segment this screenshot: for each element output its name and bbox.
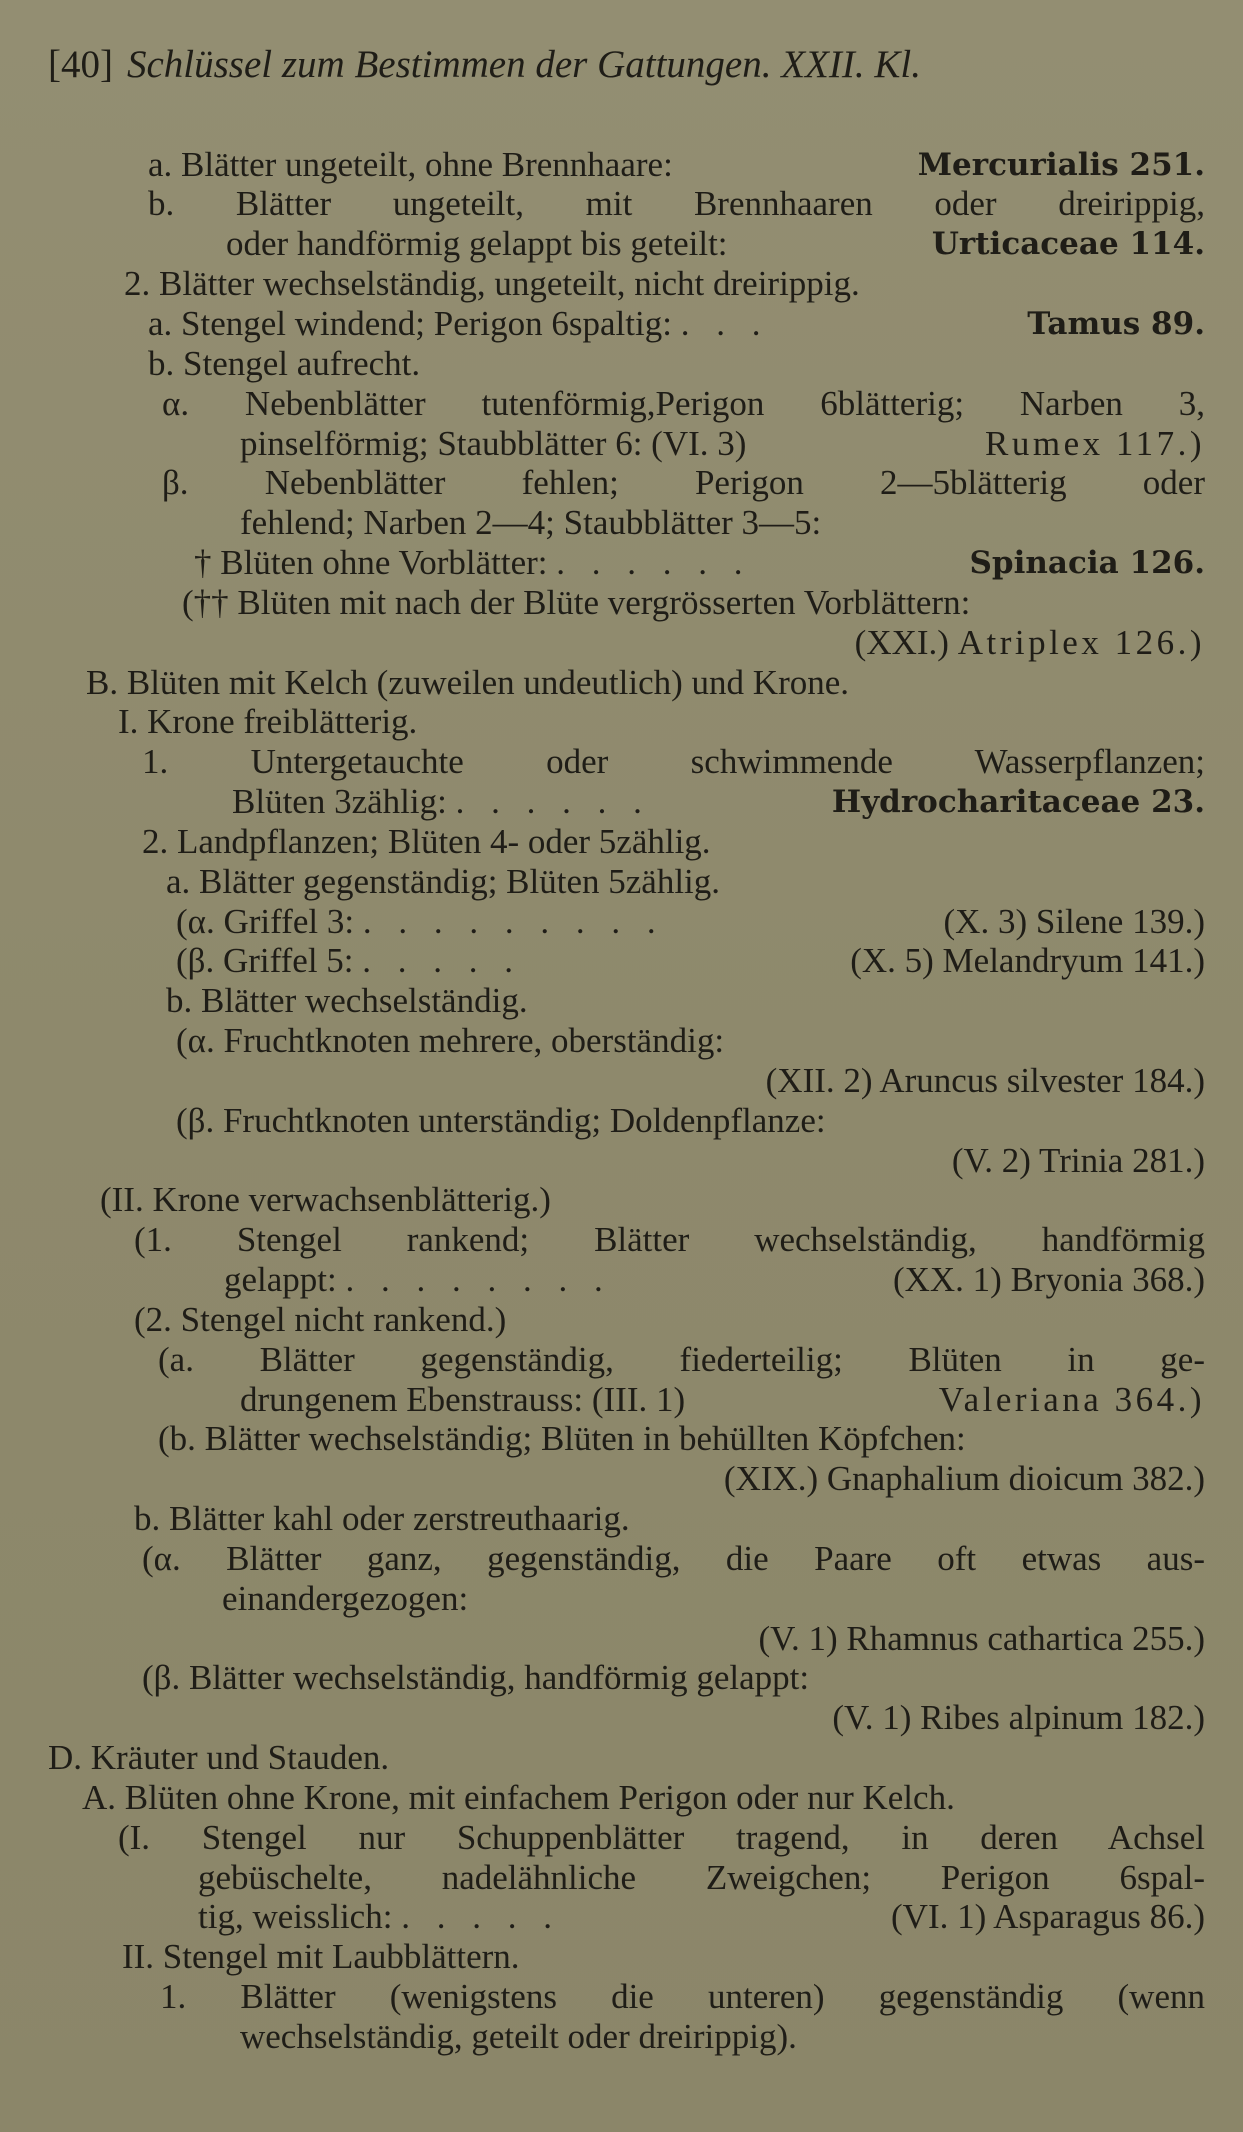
- key-line: einandergezogen:: [222, 1579, 469, 1618]
- key-line: pinselförmig; Staubblätter 6: (VI. 3) Rumex 117.): [240, 424, 1205, 463]
- key-line: [0, 1141, 1243, 1181]
- key-line: [0, 1061, 1243, 1101]
- genus-reference: Urticaceae 114.: [931, 226, 1205, 262]
- key-line: 2. Blätter wechselständig, ungeteilt, nicht dreirippig.: [124, 264, 860, 303]
- key-line: (α. Blätter ganz, gegenständig, die Paare oft etwas aus-: [142, 1539, 1205, 1578]
- genus-reference: Spinacia 126.: [969, 545, 1205, 581]
- genus-reference: (XIX.) Gnaphalium dioicum 382.): [723, 1459, 1205, 1498]
- key-line: (α. Griffel 3: . . . . . . . . . (X. 3) Silene 139.): [176, 902, 1205, 941]
- key-line: [0, 1698, 1243, 1738]
- key-line: oder handförmig gelappt bis geteilt: Urticaceae 114.: [226, 224, 1205, 263]
- genus-reference: Hydrocharitaceae 23.: [831, 784, 1205, 820]
- key-line: a. Blätter ungeteilt, ohne Brennhaare: Mercurialis 251.: [148, 145, 1205, 184]
- genus-reference: Tamus 89.: [1027, 306, 1205, 342]
- key-line: (α. Fruchtknoten mehrere, oberständig:: [176, 1021, 725, 1060]
- key-line: b. Blätter wechselständig.: [166, 981, 528, 1020]
- genus-reference: Mercurialis 251.: [917, 147, 1205, 183]
- key-line: (1. Stengel rankend; Blätter wechselständig, handförmig: [134, 1220, 1205, 1259]
- key-line: wechselständig, geteilt oder dreirippig).: [240, 2017, 797, 2056]
- key-line: (β. Blätter wechselständig, handförmig gelappt:: [142, 1658, 810, 1697]
- key-line: a. Blätter gegenständig; Blüten 5zählig.: [166, 862, 721, 901]
- key-line: I. Krone freiblätterig.: [118, 702, 418, 741]
- genus-reference: Atriplex 126.): [957, 623, 1205, 662]
- key-line: A. Blüten ohne Krone, mit einfachem Perigon oder nur Kelch.: [82, 1778, 955, 1817]
- key-line: (II. Krone verwachsenblätterig.): [100, 1180, 551, 1219]
- key-line: (†† Blüten mit nach der Blüte vergrösserten Vorblättern:: [182, 583, 971, 622]
- genus-reference: Valeriana 364.): [938, 1380, 1205, 1419]
- genus-reference: (X. 3) Silene 139.): [943, 902, 1205, 941]
- key-line: II. Stengel mit Laubblättern.: [122, 1937, 520, 1976]
- genus-reference: (X. 5) Melandryum 141.): [850, 941, 1205, 980]
- key-line: B. Blüten mit Kelch (zuweilen undeutlich) und Krone.: [86, 663, 850, 702]
- key-line: Blüten 3zählig: . . . . . . Hydrocharitaceae 23.: [232, 782, 1205, 821]
- genus-reference: (XX. 1) Bryonia 368.): [892, 1260, 1205, 1299]
- key-line: (b. Blätter wechselständig; Blüten in behüllten Köpfchen:: [158, 1419, 966, 1458]
- key-line: b. Stengel aufrecht.: [148, 344, 421, 383]
- genus-reference: (VI. 1) Asparagus 86.): [891, 1897, 1205, 1936]
- key-line: D. Kräuter und Stauden.: [48, 1738, 390, 1777]
- key-line: gelappt: . . . . . . . . (XX. 1) Bryonia 368.): [224, 1260, 1205, 1299]
- genus-reference: (V. 1) Ribes alpinum 182.): [832, 1698, 1205, 1737]
- genus-reference: (XII. 2) Aruncus silvester 184.): [765, 1061, 1205, 1100]
- key-line: tig, weisslich: . . . . . (VI. 1) Asparagus 86.): [198, 1897, 1205, 1936]
- key-line: fehlend; Narben 2—4; Staubblätter 3—5:: [240, 503, 822, 542]
- key-line: b. Blätter kahl oder zerstreuthaarig.: [134, 1499, 630, 1538]
- key-line: 1. Untergetauchte oder schwimmende Wasserpflanzen;: [142, 742, 1205, 781]
- key-line: (a. Blätter gegenständig, fiederteilig; Blüten in ge-: [158, 1340, 1205, 1379]
- key-line: β. Nebenblätter fehlen; Perigon 2—5blätterig oder: [162, 463, 1205, 502]
- key-line: 2. Landpflanzen; Blüten 4- oder 5zählig.: [142, 822, 711, 861]
- key-line: [0, 1459, 1243, 1499]
- header-title: Schlüssel zum Bestimmen der Gattungen. XXII. Kl.: [126, 43, 921, 86]
- genus-reference: Rumex 117.): [985, 424, 1205, 463]
- key-line: 1. Blätter (wenigstens die unteren) gegenständig (wenn: [160, 1977, 1205, 2016]
- key-line: a. Stengel windend; Perigon 6spaltig: . . . Tamus 89.: [148, 304, 1205, 343]
- key-line: (2. Stengel nicht rankend.): [134, 1300, 507, 1339]
- page-number: [40]: [48, 43, 113, 86]
- key-line: α. Nebenblätter tutenförmig,Perigon 6blätterig; Narben 3,: [162, 384, 1205, 423]
- genus-reference: (V. 1) Rhamnus cathartica 255.): [758, 1619, 1205, 1658]
- key-line: (XXI.) Atriplex 126.): [854, 623, 1205, 662]
- key-line: b. Blätter ungeteilt, mit Brennhaaren oder dreirippig,: [148, 184, 1205, 223]
- running-header: [48, 40, 1243, 90]
- key-line: (β. Fruchtknoten unterständig; Doldenpflanze:: [176, 1101, 826, 1140]
- genus-reference: (V. 2) Trinia 281.): [951, 1141, 1205, 1180]
- key-line: † Blüten ohne Vorblätter: . . . . . . Spinacia 126.: [194, 543, 1205, 582]
- key-line: (I. Stengel nur Schuppenblätter tragend, in deren Achsel: [118, 1818, 1205, 1857]
- key-line: (β. Griffel 5: . . . . . (X. 5) Melandryum 141.): [176, 941, 1205, 980]
- key-line: drungenem Ebenstrauss: (III. 1) Valeriana 364.): [240, 1380, 1205, 1419]
- key-line: [0, 1619, 1243, 1659]
- key-line: gebüschelte, nadelähnliche Zweigchen; Perigon 6spal-: [198, 1858, 1205, 1897]
